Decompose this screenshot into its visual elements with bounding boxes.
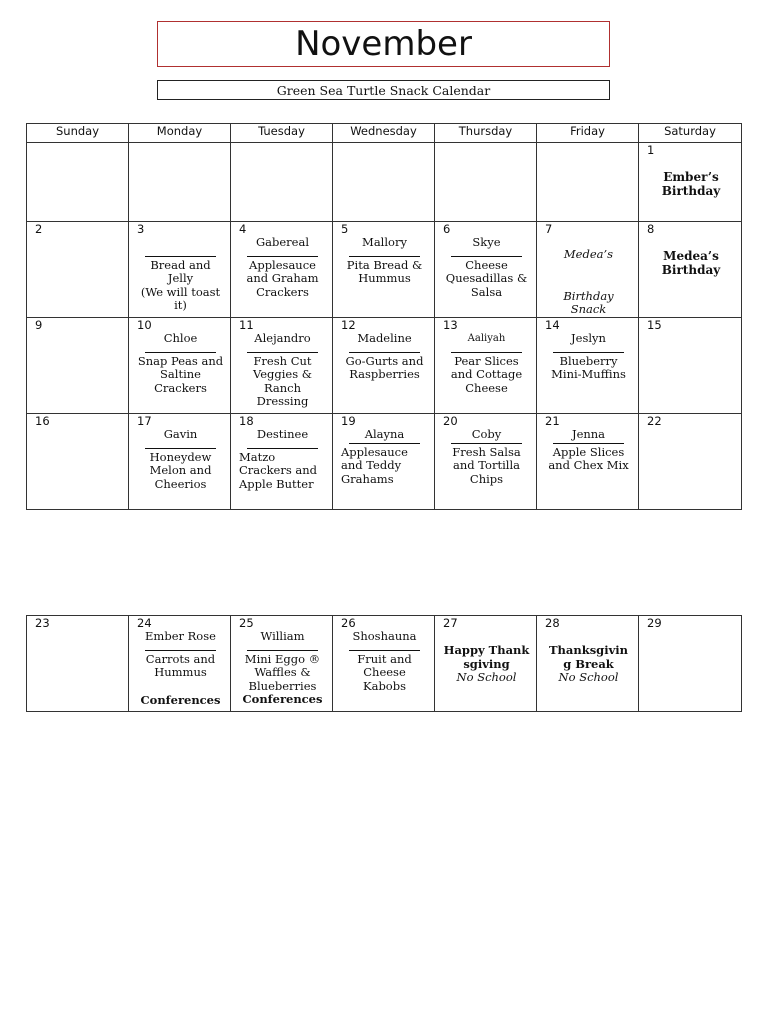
day-number: 22 <box>647 414 662 428</box>
day-cell-9 <box>27 318 129 414</box>
birthday-snack-text: Birthday Snack <box>563 288 614 316</box>
day-cell-10 <box>129 318 231 414</box>
calendar-subtitle-text: Green Sea Turtle Snack Calendar <box>276 82 491 98</box>
student-name: Shoshauna <box>352 629 417 643</box>
name-underline <box>145 256 216 257</box>
snack-text: Fresh Salsa and Tortilla Chips <box>452 444 521 486</box>
day-cell-25 <box>231 616 333 712</box>
day-number: 27 <box>443 616 458 630</box>
holiday-label: Thanksgiving Break <box>549 643 628 671</box>
day-number: 15 <box>647 318 662 332</box>
snack-text: Go-Gurts and Raspberries <box>345 353 424 381</box>
day-number: 18 <box>239 414 254 428</box>
student-name: Gavin <box>163 427 198 441</box>
day-cell-21 <box>537 414 639 510</box>
day-cell-15 <box>639 318 742 414</box>
name-underline <box>553 443 624 444</box>
day-number: 3 <box>137 222 145 236</box>
day-cell-20 <box>435 414 537 510</box>
day-cell-23 <box>27 616 129 712</box>
student-name: William <box>260 629 305 643</box>
day-cell-19 <box>333 414 435 510</box>
day-number: 24 <box>137 616 152 630</box>
weekday-monday: Monday <box>129 124 231 143</box>
month-title <box>157 21 610 67</box>
day-cell-17 <box>129 414 231 510</box>
student-name: Alejandro <box>254 331 311 345</box>
week-row-3 <box>27 318 742 414</box>
day-number: 10 <box>137 318 152 332</box>
student-name: Jeslyn <box>571 331 606 345</box>
day-cell-6 <box>435 222 537 318</box>
day-cell-26 <box>333 616 435 712</box>
snack-note: (We will toast it) <box>140 284 221 312</box>
day-number: 13 <box>443 318 458 332</box>
snack-text: Fruit and Cheese Kabobs <box>357 651 412 693</box>
name-underline <box>349 650 420 651</box>
student-name: Aaliyah <box>467 333 506 344</box>
birthday-event: Ember’s Birthday <box>661 170 721 198</box>
name-underline <box>349 443 420 444</box>
snack-text: Matzo Crackers and Apple Butter <box>239 449 318 491</box>
no-school-note: No School <box>456 670 517 684</box>
name-underline <box>349 256 420 257</box>
snack-text: Fresh Cut Veggies & Ranch Dressing <box>252 353 313 408</box>
day-cell-27 <box>435 616 537 712</box>
student-name: Alayna <box>364 427 405 441</box>
student-name <box>137 236 224 250</box>
snack-text: Honeydew Melon and Cheerios <box>149 449 212 491</box>
day-cell-7 <box>537 222 639 318</box>
week-row-4 <box>27 414 742 510</box>
day-number: 26 <box>341 616 356 630</box>
day-cell-28 <box>537 616 639 712</box>
day-number: 28 <box>545 616 560 630</box>
student-name: Destinee <box>256 427 309 441</box>
day-number: 12 <box>341 318 356 332</box>
day-number: 6 <box>443 222 451 236</box>
weekday-saturday: Saturday <box>639 124 742 143</box>
week-row-5 <box>27 616 742 712</box>
day-number: 4 <box>239 222 247 236</box>
name-underline <box>145 352 216 353</box>
week-row-1 <box>27 143 742 222</box>
snack-text: Applesauce and Teddy Grahams <box>341 444 408 486</box>
day-number: 1 <box>647 143 655 157</box>
day-cell-4 <box>231 222 333 318</box>
day-cell-5 <box>333 222 435 318</box>
student-name: Ember Rose <box>145 629 216 643</box>
day-number: 9 <box>35 318 43 332</box>
day-number: 23 <box>35 616 50 630</box>
name-underline <box>349 352 420 353</box>
snack-text: Applesauce and Graham Crackers <box>246 257 319 299</box>
day-cell-24 <box>129 616 231 712</box>
snack-text: Apple Slices and Chex Mix <box>548 444 629 472</box>
day-cell-3 <box>129 222 231 318</box>
day-number: 17 <box>137 414 152 428</box>
calendar-subtitle <box>157 80 610 100</box>
day-number: 25 <box>239 616 254 630</box>
snack-text: Mini Eggo ® Waffles & Blueberries <box>244 651 321 693</box>
holiday-label: Happy Thanksgiving <box>443 643 530 671</box>
name-underline <box>145 650 216 651</box>
student-name: Mallory <box>362 235 407 249</box>
snack-text: Pear Slices and Cottage Cheese <box>450 353 523 395</box>
day-number: 8 <box>647 222 655 236</box>
day-number: 7 <box>545 222 553 236</box>
week-row-2 <box>27 222 742 318</box>
name-underline <box>451 443 522 444</box>
snack-text: Blueberry Mini-Muffins <box>551 353 626 381</box>
weekday-sunday: Sunday <box>27 124 129 143</box>
day-cell-empty <box>231 143 333 222</box>
conferences-label: Conferences <box>242 692 323 706</box>
day-cell-empty <box>27 143 129 222</box>
day-cell-13 <box>435 318 537 414</box>
day-cell-empty <box>435 143 537 222</box>
snack-text: Bread and Jelly <box>150 257 211 285</box>
weekday-tuesday: Tuesday <box>231 124 333 143</box>
student-name: Chloe <box>163 331 198 345</box>
day-number: 21 <box>545 414 560 428</box>
day-number: 20 <box>443 414 458 428</box>
snack-text: Pita Bread & Hummus <box>346 257 423 285</box>
day-cell-empty <box>333 143 435 222</box>
day-cell-2 <box>27 222 129 318</box>
day-cell-1 <box>639 143 742 222</box>
day-cell-16 <box>27 414 129 510</box>
weekday-wednesday: Wednesday <box>333 124 435 143</box>
name-underline <box>451 352 522 353</box>
day-cell-12 <box>333 318 435 414</box>
weekday-header-row <box>27 124 742 143</box>
day-cell-11 <box>231 318 333 414</box>
student-name: Jenna <box>571 427 606 441</box>
day-number: 14 <box>545 318 560 332</box>
day-cell-empty <box>537 143 639 222</box>
conferences-label: Conferences <box>140 692 221 707</box>
student-name: Madeline <box>357 331 412 345</box>
student-name: Gabereal <box>255 235 310 249</box>
name-underline <box>247 256 318 257</box>
name-underline <box>247 650 318 651</box>
day-number: 19 <box>341 414 356 428</box>
day-number: 2 <box>35 222 43 236</box>
day-number: 16 <box>35 414 50 428</box>
birthday-event: Medea’s Birthday <box>661 249 721 277</box>
day-number: 11 <box>239 318 254 332</box>
student-name: Skye <box>472 235 501 249</box>
snack-text: Carrots and Hummus <box>145 651 216 679</box>
name-underline <box>451 256 522 257</box>
day-cell-22 <box>639 414 742 510</box>
snack-text: Cheese Quesadillas & Salsa <box>445 257 528 299</box>
day-cell-29 <box>639 616 742 712</box>
birthday-child-name: Medea’s <box>563 247 614 261</box>
name-underline <box>247 448 318 449</box>
no-school-note: No School <box>558 670 619 684</box>
day-cell-18 <box>231 414 333 510</box>
day-cell-8 <box>639 222 742 318</box>
day-cell-14 <box>537 318 639 414</box>
weekday-thursday: Thursday <box>435 124 537 143</box>
name-underline <box>553 352 624 353</box>
weekday-friday: Friday <box>537 124 639 143</box>
calendar-grid-continued <box>26 615 742 712</box>
day-number: 5 <box>341 222 349 236</box>
student-name: Coby <box>471 427 502 441</box>
name-underline <box>247 352 318 353</box>
month-title-text: November <box>295 24 472 64</box>
snack-text: Snap Peas and Saltine Crackers <box>137 353 224 395</box>
day-number: 29 <box>647 616 662 630</box>
day-cell-empty <box>129 143 231 222</box>
calendar-grid <box>26 123 742 510</box>
name-underline <box>145 448 216 449</box>
